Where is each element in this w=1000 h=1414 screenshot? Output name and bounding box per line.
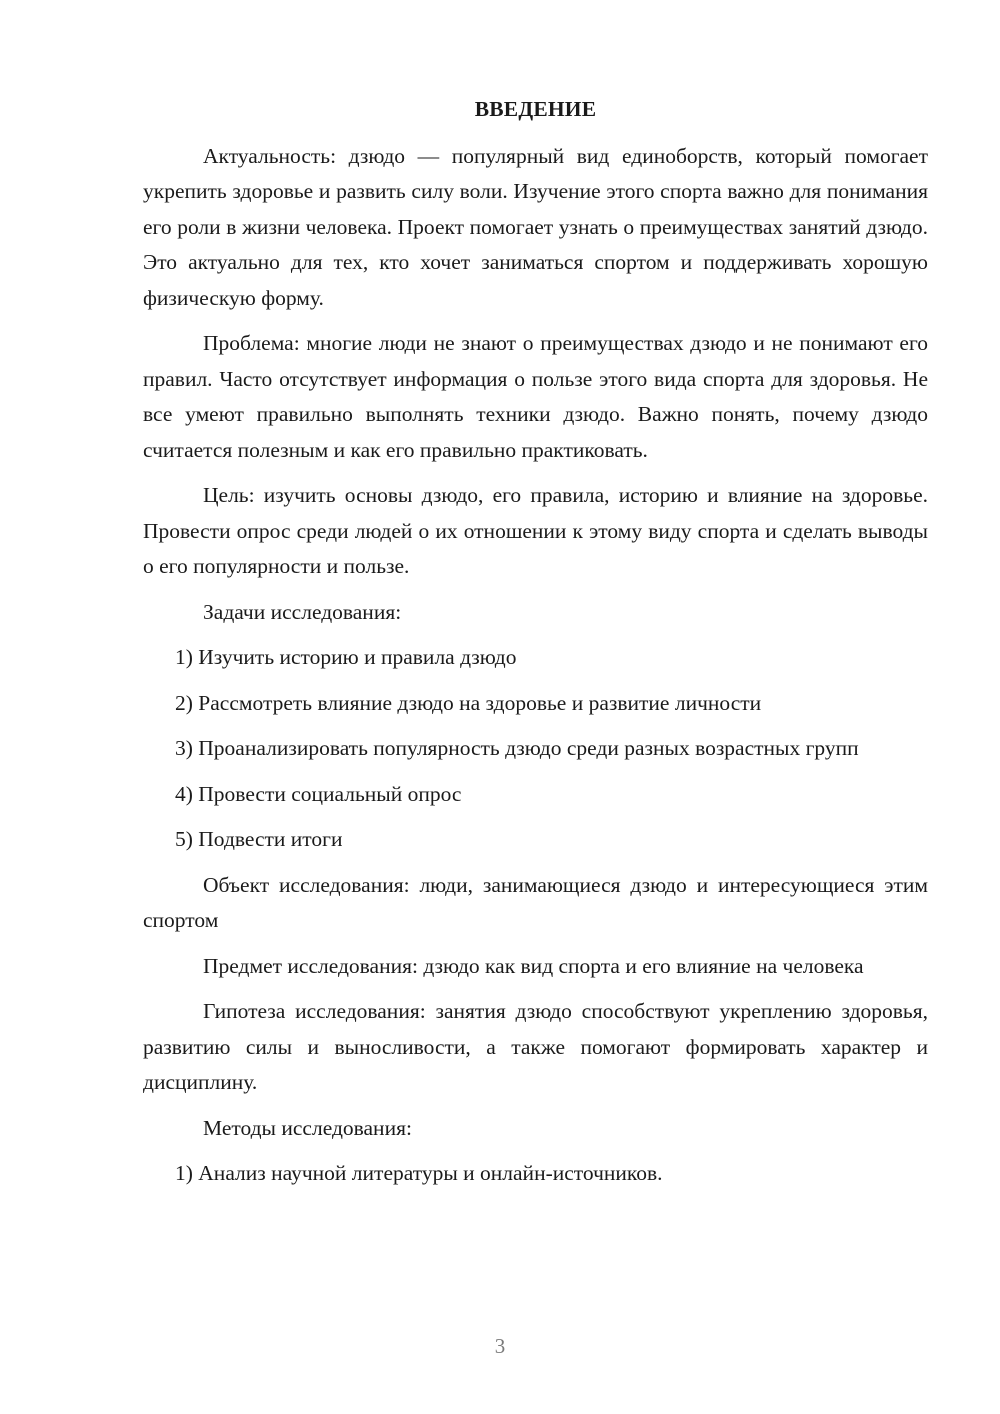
task-item-2: 2) Рассмотреть влияние дзюдо на здоровье и развитие личности	[175, 690, 762, 715]
tasks-title: Задачи исследования:	[203, 599, 402, 624]
task-item-5: 5) Подвести итоги	[175, 827, 343, 851]
task-item-4: 4) Провести социальный опрос	[175, 781, 462, 806]
goal-paragraph: Цель: изучить основы дзюдо, его правила, историю и влияние на здоровье. Провести опрос среди людей о их отношении к этому виду спорта и сделать выводы о его популярности и пользе.	[143, 483, 928, 578]
subject-paragraph: Предмет исследования: дзюдо как вид спорта и его влияние на человека	[203, 953, 864, 978]
methods-title: Методы исследования:	[203, 1115, 412, 1140]
relevance-paragraph: Актуальность: дзюдо — популярный вид единоборств, который помогает укрепить здоровье и развить силу воли. Изучение этого спорта важно для понимания его роли в жизни человека. Проект помогает узнать о преимуществах занятий дзюдо. Это актуально для тех, кто хочет заниматься спортом и поддерживать хорошую физическую форму.	[143, 143, 928, 310]
section-heading: ВВЕДЕНИЕ	[474, 97, 597, 121]
task-item-3: 3) Проанализировать популярность дзюдо среди разных возрастных групп	[175, 736, 859, 760]
page-number: 3	[494, 1334, 506, 1358]
task-item-1: 1) Изучить историю и правила дзюдо	[175, 645, 517, 669]
problem-paragraph: Проблема: многие люди не знают о преимуществах дзюдо и не понимают его правил. Часто отсутствует информация о пользе этого вида спорта для здоровья. Не все умеют правильно выполнять техники дзюдо. Важно понять, почему дзюдо считается полезным и как его правильно практиковать.	[143, 331, 928, 462]
document-page	[143, 92, 928, 1202]
method-item-1: 1) Анализ научной литературы и онлайн-источников.	[175, 1161, 663, 1185]
hypothesis-paragraph: Гипотеза исследования: занятия дзюдо способствуют укреплению здоровья, развитию силы и выносливости, а также помогают формировать характер и дисциплину.	[143, 999, 928, 1094]
object-paragraph: Объект исследования: люди, занимающиеся дзюдо и интересующиеся этим спортом	[143, 872, 928, 932]
